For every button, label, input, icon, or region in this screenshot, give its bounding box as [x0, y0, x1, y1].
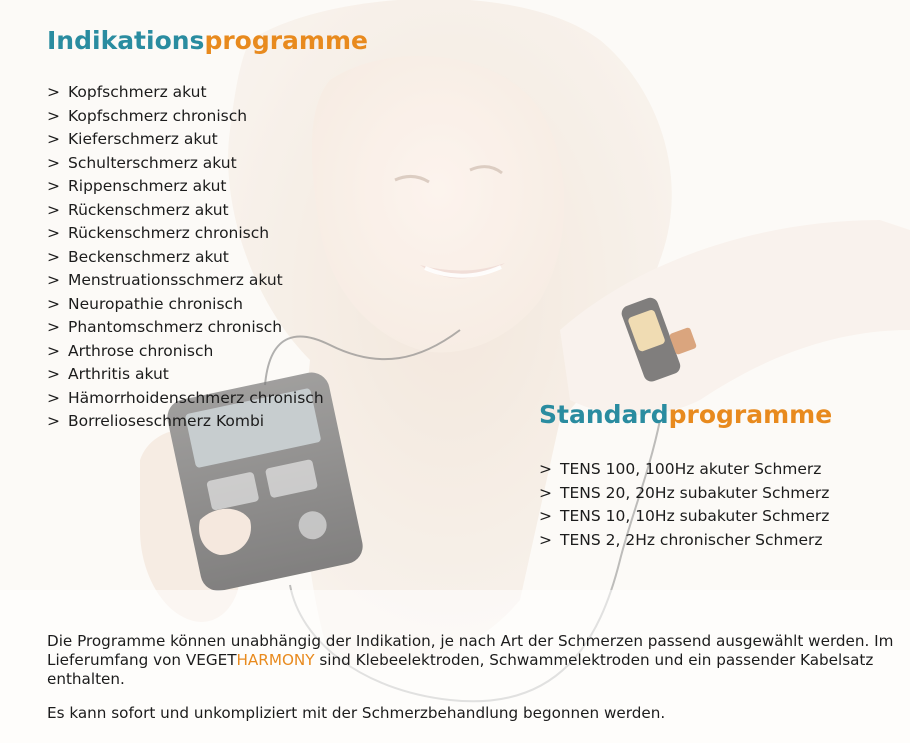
- list-item: [539, 505, 829, 529]
- bullet-arrow-icon: >: [47, 130, 60, 148]
- list-item-label: Rückenschmerz chronisch: [68, 224, 270, 242]
- bullet-arrow-icon: >: [47, 106, 60, 125]
- bullet-arrow-icon: >: [47, 83, 60, 101]
- list-item: [47, 363, 324, 387]
- list-item: [47, 175, 324, 199]
- list-item-label: Borrelioseschmerz Kombi: [68, 412, 265, 430]
- list-item-label: Neuropathie chronisch: [68, 294, 243, 313]
- bullet-arrow-icon: >: [539, 507, 552, 525]
- list-item-label: Kopfschmerz akut: [68, 83, 207, 101]
- list-item: [47, 105, 324, 129]
- list-item: [47, 293, 324, 317]
- bullet-arrow-icon: >: [539, 483, 552, 502]
- list-item-label: TENS 20, 20Hz subakuter Schmerz: [560, 483, 830, 502]
- bullet-arrow-icon: >: [47, 365, 60, 383]
- heading-part-teal: Standard: [539, 400, 669, 429]
- list-item: [47, 81, 324, 105]
- list-item-label: Rückenschmerz akut: [68, 200, 229, 219]
- list-item-label: Kopfschmerz chronisch: [68, 106, 248, 125]
- list-item-label: TENS 2, 2Hz chronischer Schmerz: [560, 530, 823, 549]
- heading-part-orange: programme: [204, 26, 368, 55]
- paragraph-text-after-brand: sind Klebeelektroden, Schwammelektroden und ein passender Kabelsatz enthalten.: [47, 651, 874, 688]
- list-item: [47, 222, 324, 246]
- heading-part-orange: programme: [668, 400, 833, 429]
- heading-part-teal: Indikations: [47, 26, 205, 55]
- list-item-label: Rippenschmerz akut: [68, 177, 227, 195]
- bullet-arrow-icon: >: [47, 200, 60, 219]
- brand-harmony: HARMONY: [236, 651, 315, 669]
- bullet-arrow-icon: >: [47, 271, 60, 289]
- list-item-label: TENS 100, 100Hz akuter Schmerz: [560, 460, 822, 478]
- list-item: [539, 482, 829, 506]
- bullet-arrow-icon: >: [47, 224, 60, 242]
- indikationsprogramme-heading: [47, 26, 368, 55]
- standardprogramme-heading: [539, 400, 832, 429]
- list-item-label: Schulterschmerz akut: [68, 153, 237, 172]
- bullet-arrow-icon: >: [47, 294, 60, 313]
- list-item: [47, 387, 324, 411]
- list-item: [47, 128, 324, 152]
- list-item: [47, 152, 324, 176]
- bullet-arrow-icon: >: [539, 460, 552, 478]
- list-item: [47, 269, 324, 293]
- closing-paragraph: Es kann sofort und unkompliziert mit der Schmerzbehandlung begonnen werden.: [47, 704, 666, 722]
- list-item: [539, 529, 829, 553]
- list-item-label: Arthritis akut: [68, 365, 169, 383]
- list-item: [47, 316, 324, 340]
- list-item-label: TENS 10, 10Hz subakuter Schmerz: [560, 507, 830, 525]
- bullet-arrow-icon: >: [47, 318, 60, 336]
- list-item-label: Phantomschmerz chronisch: [68, 318, 283, 336]
- list-item: [47, 410, 324, 434]
- bullet-arrow-icon: >: [47, 341, 60, 360]
- description-paragraph: [47, 632, 897, 689]
- standardprogramme-list: [539, 458, 829, 552]
- list-item-label: Menstruationsschmerz akut: [68, 271, 283, 289]
- bullet-arrow-icon: >: [47, 412, 60, 430]
- bullet-arrow-icon: >: [539, 530, 552, 549]
- bullet-arrow-icon: >: [47, 177, 60, 195]
- bullet-arrow-icon: >: [47, 388, 60, 407]
- list-item-label: Beckenschmerz akut: [68, 247, 229, 266]
- list-item-label: Kieferschmerz akut: [68, 130, 218, 148]
- indikationsprogramme-list: [47, 81, 324, 434]
- paragraph-text-before-brand: Die Programme können unabhängig der Indikation, je nach Art der Schmerzen passend ausgewählt werden. Im Lieferumfang von VEGET: [47, 632, 894, 669]
- list-item-label: Arthrose chronisch: [68, 341, 214, 360]
- list-item: [539, 458, 829, 482]
- list-item-label: Hämorrhoidenschmerz chronisch: [68, 388, 324, 407]
- bullet-arrow-icon: >: [47, 247, 60, 266]
- list-item: [47, 199, 324, 223]
- list-item: [47, 340, 324, 364]
- list-item: [47, 246, 324, 270]
- bullet-arrow-icon: >: [47, 153, 60, 172]
